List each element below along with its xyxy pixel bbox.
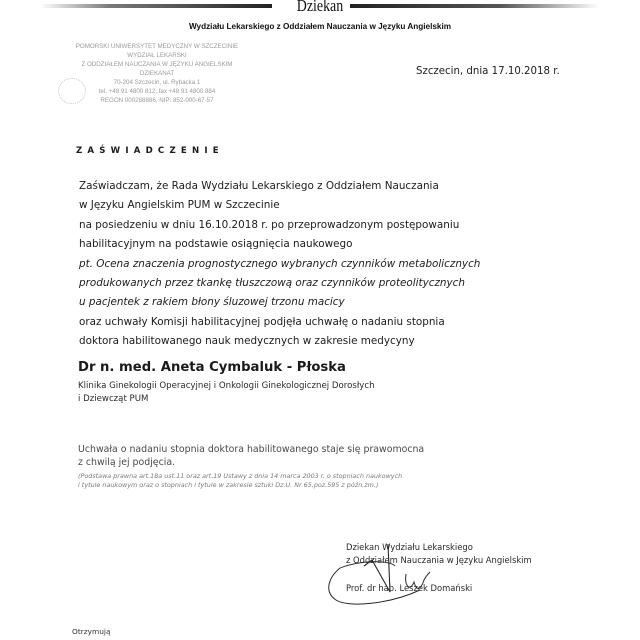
- thesis-title-line: pt. Ocena znaczenia prognostycznego wybranych czynników metabolicznych: [79, 257, 481, 270]
- stamp-line: Z ODDZIAŁEM NAUCZANIA W JĘZYKU ANGIELSKIM: [81, 61, 233, 68]
- stamp-line: POMORSKI UNIWERSYTET MEDYCZNY W SZCZECINIE: [75, 43, 239, 50]
- signatory-name: Prof. dr hab. Leszek Domański: [346, 583, 473, 593]
- recipient-affiliation: [78, 380, 375, 406]
- signatory-title: [346, 541, 532, 566]
- signatory-title-line: z Oddziałem Nauczania w Języku Angielskim: [346, 554, 532, 565]
- resolution-line: Uchwała o nadaniu stopnia doktora habilitowanego staje się prawomocna: [78, 444, 425, 455]
- resolution-note: [78, 443, 424, 469]
- date-line: Szczecin, dnia 17.10.2018 r.: [416, 66, 560, 77]
- certificate-title: ZAŚWIADCZENIE: [76, 146, 224, 156]
- stamp-line: REGON 000288886, NIP: 852-000-67-57: [100, 97, 214, 104]
- legal-line: i tytule naukowym oraz o stopniach i tytule w zakresie sztuki Dz.U. Nr 65,poz.595 z późn.zm.): [78, 480, 379, 489]
- thesis-title-line: produkowanych przez tkankę tłuszczową oraz czynników proteolitycznych: [79, 277, 465, 290]
- letterhead-title: Dziekan: [296, 0, 344, 15]
- resolution-line: z chwilą jej podjęcia.: [78, 457, 176, 468]
- stamp-line: WYDZIAŁ LEKARSKI: [127, 52, 187, 59]
- body-line: doktora habilitowanego nauk medycznych w zakresie medycyny: [79, 335, 415, 348]
- stamp-line: tel. +48 91 4800 812, fax +48 91 4800 884: [98, 88, 216, 95]
- recipient-name: Dr n. med. Aneta Cymbaluk - Płoska: [78, 360, 346, 375]
- body-line: na posiedzeniu w dniu 16.10.2018 r. po przeprowadzonym postępowaniu: [79, 218, 460, 231]
- body-line: habilitacyjnym na podstawie osiągnięcia naukowego: [79, 238, 353, 251]
- affiliation-line: Klinika Ginekologii Operacyjnej i Onkologii Ginekologicznej Dorosłych: [78, 381, 375, 391]
- certificate-body: [79, 177, 480, 352]
- letterhead-subtitle: Wydziału Lekarskiego z Oddziałem Nauczania w Języku Angielskim: [188, 22, 452, 31]
- stamp-line: 70-204 Szczecin, ul. Rybacka 1: [113, 79, 201, 86]
- body-line: w Języku Angielskim PUM w Szczecinie: [79, 199, 280, 212]
- body-line: oraz uchwały Komisji habilitacyjnej podjęła uchwałę o nadaniu stopnia: [79, 315, 445, 328]
- legal-line: (Podstawa prawna art.18a ust.11 oraz art.19 Ustawy z dnia 14 marca 2003 r. o stopniach naukowych: [78, 472, 403, 480]
- recipients-label: Otrzymują: [72, 627, 111, 636]
- legal-basis: [78, 472, 402, 489]
- thesis-title-line: u pacjentek z rakiem błony śluzowej trzonu macicy: [79, 296, 345, 309]
- affiliation-line: i Dziewcząt PUM: [78, 394, 149, 405]
- stamp-line: DZIEKANAT: [139, 70, 175, 77]
- body-line: Zaświadczam, że Rada Wydziału Lekarskiego z Oddziałem Nauczania: [79, 180, 439, 192]
- office-stamp: [52, 42, 262, 105]
- signatory-title-line: Dziekan Wydziału Lekarskiego: [346, 542, 473, 552]
